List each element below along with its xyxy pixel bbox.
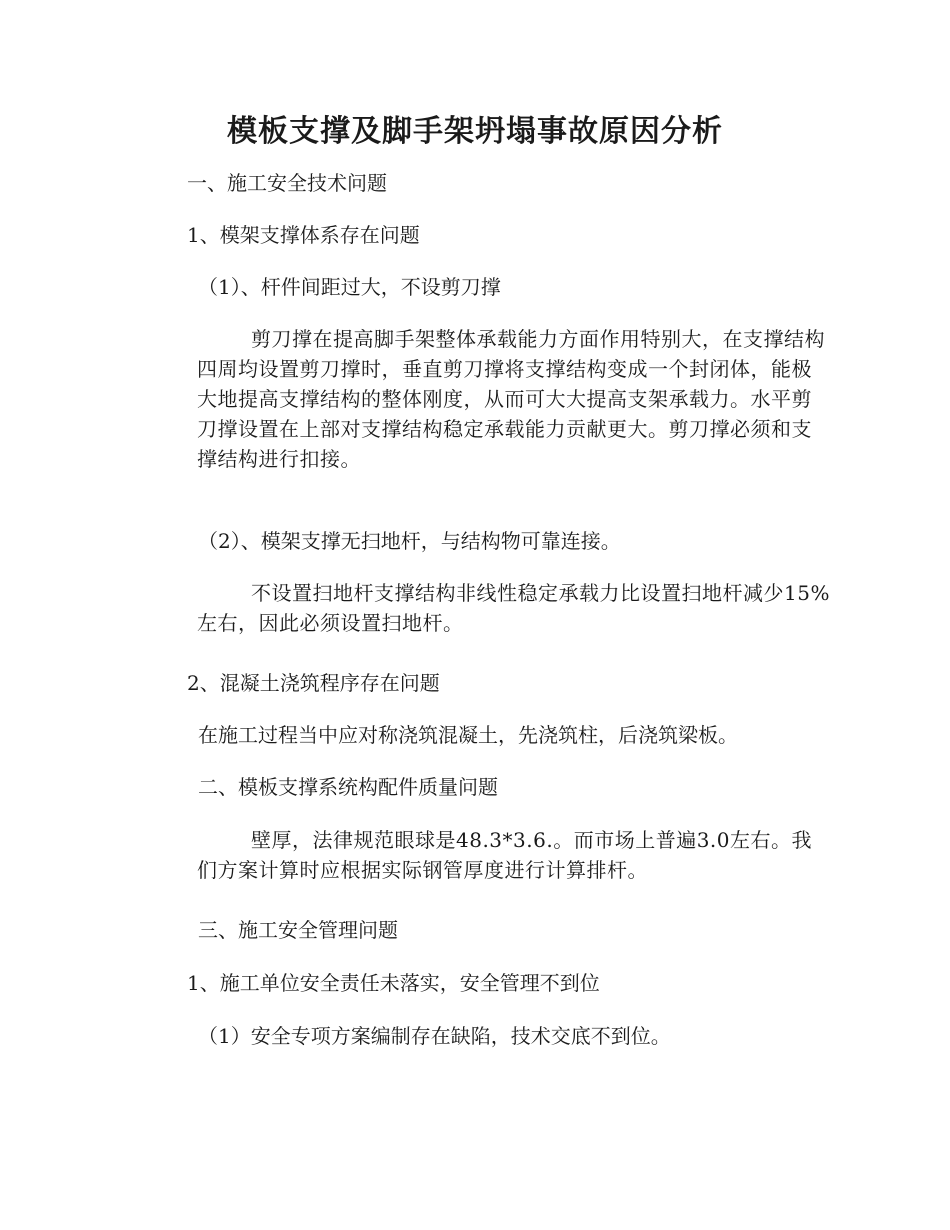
document-title: 模板支撑及脚手架坍塌事故原因分析 xyxy=(227,114,723,149)
paragraph-concrete-pouring: 在施工过程当中应对称浇筑混凝土，先浇筑柱，后浇筑梁板。 xyxy=(198,723,738,747)
paragraph-line: 左右，因此必须设置扫地杆。 xyxy=(197,611,464,635)
paragraph-wall-thickness xyxy=(143,825,813,885)
subsection-heading-1-1: 1、模架支撑体系存在问题 xyxy=(187,223,420,247)
paragraph-line: 剪刀撑在提高脚手架整体承载能力方面作用特别大，在支撑结构 xyxy=(251,327,825,351)
item-heading-3-1-1: （1）安全专项方案编制存在缺陷，技术交底不到位。 xyxy=(198,1024,671,1048)
item-heading-1-1-1: （1）、杆件间距过大，不设剪刀撑 xyxy=(198,275,501,299)
subsection-heading-1-2: 2、混凝土浇筑程序存在问题 xyxy=(187,671,440,695)
paragraph-line: 大地提高支撑结构的整体刚度，从而可大大提高支架承载力。水平剪 xyxy=(197,387,812,411)
paragraph-line: 撑结构进行扣接。 xyxy=(197,447,361,471)
subsection-heading-3-1: 1、施工单位安全责任未落实，安全管理不到位 xyxy=(187,971,600,995)
paragraph-line: 不设置扫地杆支撑结构非线性稳定承载力比设置扫地杆减少15% xyxy=(251,581,830,605)
paragraph-line: 壁厚，法律规范眼球是48.3*3.6.。而市场上普遍3.0左右。我 xyxy=(251,828,813,852)
paragraph-line: 四周均设置剪刀撑时，垂直剪刀撑将支撑结构变成一个封闭体，能极 xyxy=(197,357,812,381)
paragraph-scissor-brace xyxy=(143,324,825,474)
item-heading-1-1-2: （2）、模架支撑无扫地杆，与结构物可靠连接。 xyxy=(198,529,621,553)
paragraph-sweeping-bar xyxy=(143,578,830,638)
paragraph-line: 刀撑设置在上部对支撑结构稳定承载能力贡献更大。剪刀撑必须和支 xyxy=(197,417,812,441)
section-heading-3: 三、施工安全管理问题 xyxy=(198,918,398,942)
paragraph-line: 们方案计算时应根据实际钢管厚度进行计算排杆。 xyxy=(197,858,648,882)
section-heading-1: 一、施工安全技术问题 xyxy=(187,171,387,195)
section-heading-2: 二、模板支撑系统构配件质量问题 xyxy=(198,775,498,799)
